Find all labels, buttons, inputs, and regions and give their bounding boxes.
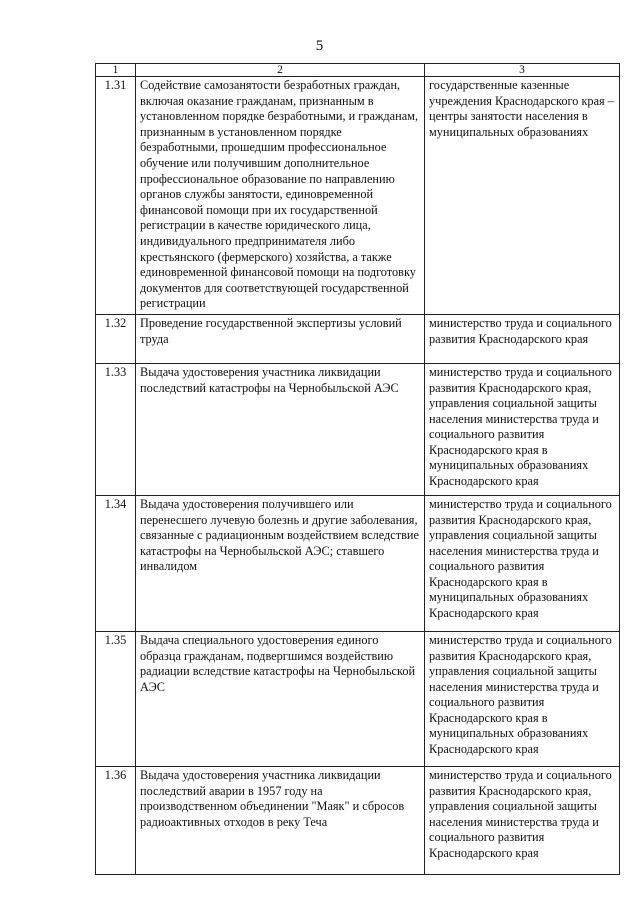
table-row (96, 766, 620, 874)
table-row (96, 495, 620, 631)
row-organization: министерство труда и социального развития Краснодарского края, управления социальной защиты населения министерства труда и социального развития Краснодарского края в муниципальных образованиях Краснодарского края (425, 363, 620, 495)
row-organization: государственные казенные учреждения Краснодарского края – центры занятости населения в муниципальных образованиях (425, 77, 620, 315)
row-number: 1.33 (96, 363, 136, 495)
column-header-2: 2 (136, 64, 425, 77)
services-table (95, 63, 620, 875)
row-organization: министерство труда и социального развития Краснодарского края, управления социальной защиты населения министерства труда и социального развития Краснодарского края в муниципальных образованиях Краснодарского края (425, 631, 620, 766)
row-description: Выдача удостоверения получившего или перенесшего лучевую болезнь и другие заболевания, связанные с радиационным воздействием вследствие катастрофы на Чернобыльской АЭС; ставшего инвалидом (136, 495, 425, 631)
row-description: Выдача удостоверения участника ликвидации последствий катастрофы на Чернобыльской АЭС (136, 363, 425, 495)
row-description: Выдача специального удостоверения единого образца гражданам, подвергшимся воздействию радиации вследствие катастрофы на Чернобыльской АЭС (136, 631, 425, 766)
row-organization: министерство труда и социального развития Краснодарского края, управления социальной защиты населения министерства труда и социального развития Краснодарского края (425, 766, 620, 874)
row-number: 1.36 (96, 766, 136, 874)
row-organization: министерство труда и социального развития Краснодарского края (425, 314, 620, 363)
table-row (96, 363, 620, 495)
page-number: 5 (315, 38, 324, 54)
row-organization: министерство труда и социального развития Краснодарского края, управления социальной защиты населения министерства труда и социального развития Краснодарского края в муниципальных образованиях Краснодарского края (425, 495, 620, 631)
row-number: 1.34 (96, 495, 136, 631)
row-description: Проведение государственной экспертизы условий труда (136, 314, 425, 363)
table-row (96, 77, 620, 315)
row-number: 1.35 (96, 631, 136, 766)
row-number: 1.31 (96, 77, 136, 315)
table-header-row (96, 64, 620, 77)
row-number: 1.32 (96, 314, 136, 363)
table-row (96, 314, 620, 363)
row-description: Содействие самозанятости безработных граждан, включая оказание гражданам, признанным в установленном порядке безработными, и гражданам, признанным в установленном порядке безработными, прошедшим профессиональное обучение или получившим дополнительное профессиональное образование по направлению органов службы занятости, единовременной финансовой помощи при их государственной регистрации в качестве юридического лица, индивидуального предпринимателя либо крестьянского (фермерского) хозяйства, а также единовременной финансовой помощи на подготовку документов для соответствующей государственной регистрации (136, 77, 425, 315)
table-row (96, 631, 620, 766)
column-header-1: 1 (96, 64, 136, 77)
column-header-3: 3 (425, 64, 620, 77)
row-description: Выдача удостоверения участника ликвидации последствий аварии в 1957 году на производственном объединении "Маяк" и сбросов радиоактивных отходов в реку Теча (136, 766, 425, 874)
